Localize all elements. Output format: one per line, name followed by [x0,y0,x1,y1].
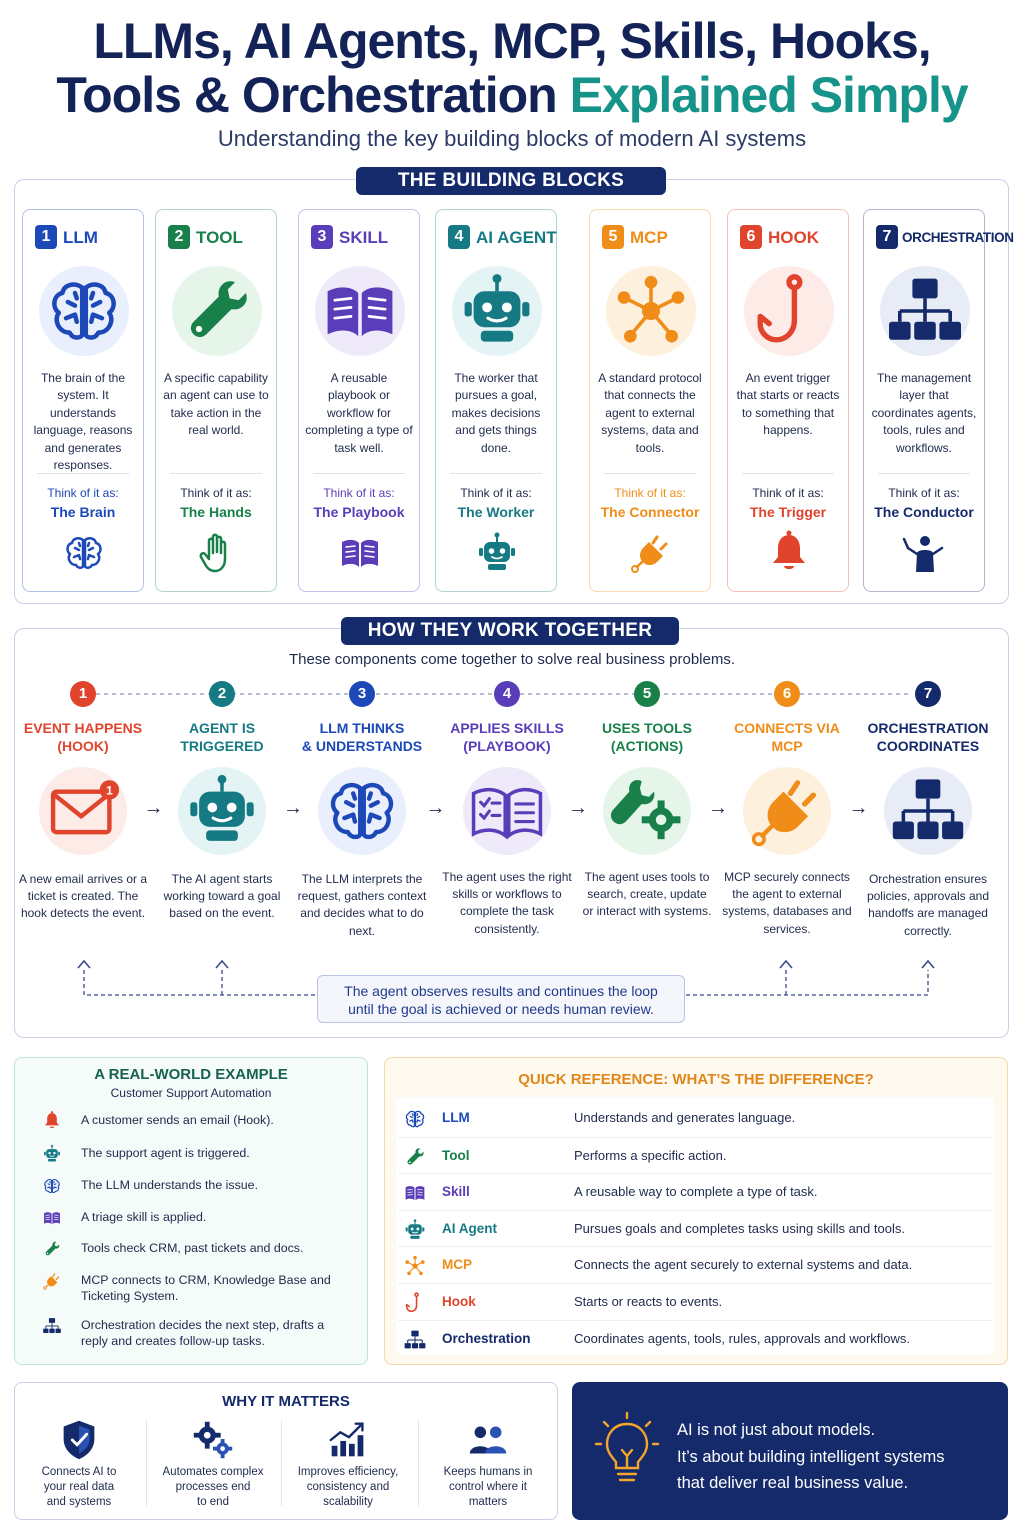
why-item-line-1: Improves efficiency, [297,1466,399,1478]
why-item-line-3: scalability [323,1496,373,1508]
card-divider [450,473,542,474]
hierarchy-icon [400,1327,430,1353]
book-icon [335,528,385,578]
card-hook [727,209,849,592]
bell-icon [40,1110,64,1132]
brain-icon [40,1175,64,1197]
card-think-label: Think of it as: [614,486,686,500]
quick-reference-icon [400,1144,430,1170]
example-subheading: Customer Support Automation [110,1086,272,1100]
card-name: ORCHESTRATION [902,230,1014,245]
quick-reference-row [398,1173,992,1209]
example-item [40,1315,340,1349]
quick-reference-description: Pursues goals and completes tasks using skills and tools. [574,1220,905,1236]
card-number: 2 [168,225,190,249]
card-nickname: The Playbook [313,504,405,520]
step-title-line-2: TRIGGERED [180,738,264,754]
loop-note-line-2: until the goal is achieved or needs human review. [348,1001,654,1017]
wrench-icon [172,266,262,356]
why-item-text [153,1465,273,1510]
step-title-line-2: (PLAYBOOK) [463,738,551,754]
step-icon-circle [39,767,127,855]
step-icon-circle [603,767,691,855]
quick-reference-description: Starts or reacts to events. [574,1294,723,1309]
brain-icon [59,528,109,578]
closing-banner [572,1382,1008,1520]
robot-icon [472,528,522,578]
step-title [577,719,717,755]
step-title-line-2: & UNDERSTANDS [301,738,423,754]
step-arrow-icon: → [425,797,446,819]
step-icon-circle [318,767,406,855]
plug-icon [743,767,831,855]
quick-reference-row [398,1246,992,1282]
step-title [13,719,153,755]
quick-reference-description: Connects the agent securely to external systems and data. [574,1257,913,1273]
why-item-icon [464,1416,512,1464]
why-item-line-1: Automates complex [162,1466,264,1478]
step-number: 3 [349,681,375,707]
step-number: 6 [774,681,800,707]
building-blocks-heading: THE BUILDING BLOCKS [356,167,666,195]
why-item-line-1: Keeps humans in [443,1466,533,1478]
quick-reference-name: Hook [442,1294,476,1309]
step-title-line-1: LLM THINKS [319,720,405,736]
quick-reference-description: A reusable way to complete a type of task. [574,1184,818,1200]
example-item [40,1270,340,1304]
quick-reference-icon [400,1217,430,1243]
hook-icon [744,266,834,356]
quick-reference-icon [400,1327,430,1353]
card-description: An event trigger that starts or reacts to something that happens. [736,371,840,438]
quick-reference-name: MCP [442,1257,472,1273]
card-nickname: The Trigger [749,504,827,520]
card-think-label: Think of it as: [460,486,532,500]
why-item-icon [324,1416,372,1464]
step-title-line-1: ORCHESTRATION [867,720,989,736]
step-icon-circle [743,767,831,855]
step-title [858,719,998,755]
why-heading: WHY IT MATTERS [222,1393,350,1410]
brain-icon [318,767,406,855]
step-arrow-icon: → [283,797,303,819]
example-heading: A REAL-WORLD EXAMPLE [94,1066,288,1083]
step-description: A new email arrives or a ticket is created. The hook detects the event. [18,872,148,921]
step-title [437,719,577,755]
step-arrow-icon: → [848,797,869,819]
step-title-line-1: CONNECTS VIA [734,720,840,736]
step-description: The LLM interprets the request, gathers context and decides what to do next. [297,872,427,938]
step-number: 1 [70,681,96,707]
why-item-line-2: consistency and [306,1481,390,1493]
title-line-2-accent: Explained Simply [569,67,968,123]
quick-reference-icon [400,1106,430,1132]
card-name: AI AGENT [476,228,557,247]
card-name: MCP [630,228,668,247]
quick-reference-name: LLM [442,1110,470,1125]
wrench-icon [400,1144,430,1170]
why-item-text [288,1465,408,1510]
why-divider [146,1420,147,1506]
step-title-line-2: MCP [771,738,803,754]
svg-text:1: 1 [105,783,113,798]
card-nickname: The Conductor [874,504,974,520]
card-nickname: The Worker [457,504,535,520]
step-title-line-1: APPLIES SKILLS [450,720,564,736]
quick-reference-row [398,1210,992,1246]
flow-intro: These components come together to solve real business problems. [288,651,736,668]
card-number: 5 [602,225,624,249]
closing-line-2: It’s about building intelligent systems [677,1447,945,1466]
card-name: SKILL [339,228,389,247]
example-item-icon [40,1110,64,1132]
example-item [40,1207,340,1241]
step-description: The agent uses the right skills or workflows to complete the task consistently. [442,870,572,936]
step-title-line-1: EVENT HAPPENS [23,720,143,736]
card-small-icon [59,528,109,578]
quick-reference-name: Tool [442,1147,470,1163]
network-icon [400,1253,430,1279]
closing-text [677,1417,945,1497]
why-divider [418,1420,419,1506]
book-icon [400,1180,430,1206]
step-icon-circle [178,767,266,855]
card-divider [170,473,262,474]
plug-icon [626,528,676,578]
card-number: 4 [448,225,470,249]
card-icon-circle [452,266,542,356]
hand-icon [192,528,242,578]
step-icon-circle [884,767,972,855]
gears-icon [189,1416,237,1464]
quick-reference-heading: QUICK REFERENCE: WHAT’S THE DIFFERENCE? [518,1071,874,1088]
step-description: Orchestration ensures policies, approvals and handoffs are managed correctly. [866,872,990,938]
tools-icon [603,767,691,855]
robot-icon [40,1143,64,1165]
example-item [40,1143,340,1177]
example-item [40,1238,340,1272]
why-item-line-2: processes end [175,1481,251,1493]
step-arrow-icon: → [143,797,164,819]
title-line-2 [0,68,1024,122]
card-name: LLM [63,228,98,247]
card-orchestration [863,209,1014,592]
checklist-book-icon [463,767,551,855]
card-think-label: Think of it as: [180,486,252,500]
quick-reference-row [398,1100,992,1136]
card-description: The brain of the system. It understands language, reasons and generates responses. [33,371,133,473]
card-ai-agent [435,209,557,592]
step-number: 2 [209,681,235,707]
card-think-label: Think of it as: [47,486,119,500]
step-title [717,719,857,755]
example-item-text: Tools check CRM, past tickets and docs. [81,1241,304,1255]
title-line-2-main: Tools & Orchestration [56,67,557,123]
hierarchy-icon [884,767,972,855]
why-item-line-3: matters [468,1496,508,1508]
quick-reference-name: Orchestration [442,1330,531,1346]
step-title-line-1: AGENT IS [188,720,256,736]
quick-reference-row [398,1283,992,1319]
card-number: 1 [35,225,57,249]
email-icon [39,767,127,855]
card-mcp [589,209,711,592]
conductor-icon [900,528,950,578]
card-skill [298,209,420,592]
card-number: 7 [876,225,898,249]
robot-icon [400,1217,430,1243]
card-name: HOOK [768,228,819,247]
step-title-line-1: USES TOOLS [602,720,692,736]
example-item-icon [40,1315,64,1337]
example-item-text: The LLM understands the issue. [81,1178,259,1192]
brain-icon [39,266,129,356]
card-think-label: Think of it as: [323,486,395,500]
plug-icon [40,1270,64,1292]
card-icon-circle [880,266,970,356]
card-small-icon [192,528,242,578]
network-icon [606,266,696,356]
quick-reference-icon [400,1180,430,1206]
wrench-icon [40,1238,64,1260]
card-divider [313,473,405,474]
card-icon-circle [744,266,834,356]
step-title-line-2: (ACTIONS) [610,738,684,754]
why-item-text [19,1465,139,1510]
example-item-icon [40,1175,64,1197]
step-arrow-icon: → [708,797,728,819]
quick-reference-description: Performs a specific action. [574,1147,727,1163]
example-item-text: Orchestration decides the next step, drafts a reply and creates follow-up tasks. [81,1318,325,1348]
example-item-text: A triage skill is applied. [81,1210,207,1224]
quick-reference-description: Coordinates agents, tools, rules, approvals and workflows. [574,1330,911,1346]
step-icon-circle [463,767,551,855]
example-item-text: A customer sends an email (Hook). [81,1113,274,1127]
card-icon-circle [315,266,405,356]
card-nickname: The Connector [600,504,700,520]
closing-line-3: that deliver real business value. [677,1474,909,1492]
card-description: A specific capability an agent can use to take action in the real world. [163,371,269,438]
flow-heading: HOW THEY WORK TOGETHER [341,617,679,645]
card-number: 6 [740,225,762,249]
quick-reference-description: Understands and generates language. [574,1110,796,1125]
card-number: 3 [311,225,333,249]
robot-icon [178,767,266,855]
step-arrow-icon: → [568,797,588,819]
robot-icon [452,266,542,356]
card-small-icon [472,528,522,578]
lightbulb-icon [592,1410,662,1490]
step-description: MCP securely connects the agent to external systems, databases and services. [722,870,852,936]
card-divider [742,473,834,474]
example-item-icon [40,1238,64,1260]
shield-icon [55,1416,103,1464]
card-nickname: The Hands [180,504,252,520]
card-think-label: Think of it as: [752,486,824,500]
card-icon-circle [172,266,262,356]
hook-icon [400,1290,430,1316]
page-subtitle: Understanding the key building blocks of modern AI systems [217,126,807,151]
quick-reference-row [398,1320,992,1356]
quick-reference-icon [400,1290,430,1316]
quick-reference-row [398,1137,992,1173]
step-title [152,719,292,755]
growth-chart-icon [324,1416,372,1464]
example-item [40,1110,340,1144]
card-small-icon [626,528,676,578]
step-number: 7 [915,681,941,707]
card-name: TOOL [196,228,243,247]
card-nickname: The Brain [50,504,116,520]
loop-note [317,975,685,1023]
card-small-icon [764,528,814,578]
why-divider [281,1420,282,1506]
book-icon [40,1207,64,1229]
card-description: The management layer that coordinates agents, tools, rules and workflows. [871,371,977,455]
card-description: A standard protocol that connects the agent to external systems, data and tools. [598,371,702,455]
card-llm [22,209,144,592]
why-item-line-2: your real data [43,1481,115,1493]
step-title [292,719,432,755]
title-line-1: LLMs, AI Agents, MCP, Skills, Hooks, [93,13,931,69]
card-small-icon [900,528,950,578]
step-title-line-2: COORDINATES [876,738,980,754]
step-number: 4 [494,681,520,707]
why-item-text [428,1465,548,1510]
step-description: The AI agent starts working toward a goal based on the event. [163,872,281,921]
step-number: 5 [634,681,660,707]
example-item [40,1175,340,1209]
card-divider [37,473,129,474]
card-tool [155,209,277,592]
closing-line-1: AI is not just about models. [677,1421,876,1439]
step-title-line-2: (HOOK) [57,738,109,754]
card-icon-circle [39,266,129,356]
card-think-label: Think of it as: [888,486,960,500]
card-description: A reusable playbook or workflow for completing a type of task well. [305,371,413,455]
example-item-icon [40,1143,64,1165]
why-item-line-1: Connects AI to [41,1466,117,1478]
card-icon-circle [606,266,696,356]
example-item-icon [40,1270,64,1292]
book-icon [315,266,405,356]
bell-icon [764,528,814,578]
brain-icon [400,1106,430,1132]
card-description: The worker that pursues a goal, makes decisions and gets things done. [451,371,541,455]
card-divider [878,473,970,474]
page-title [0,14,1024,122]
example-item-text: The support agent is triggered. [81,1146,250,1160]
loop-note-line-1: The agent observes results and continues the loop [344,983,658,999]
why-item-line-3: and systems [46,1496,112,1508]
card-small-icon [335,528,385,578]
hierarchy-icon [40,1315,64,1337]
why-item-icon [55,1416,103,1464]
hierarchy-icon [880,266,970,356]
why-item-line-3: to end [197,1496,229,1508]
quick-reference-name: Skill [442,1184,470,1200]
people-icon [464,1416,512,1464]
why-item-icon [189,1416,237,1464]
step-description: The agent uses tools to search, create, update or interact with systems. [582,870,712,919]
why-item-line-2: control where it [449,1481,527,1493]
card-divider [604,473,696,474]
quick-reference-icon [400,1253,430,1279]
example-item-icon [40,1207,64,1229]
quick-reference-name: AI Agent [442,1220,497,1236]
example-item-text: MCP connects to CRM, Knowledge Base and Ticketing System. [81,1273,331,1303]
